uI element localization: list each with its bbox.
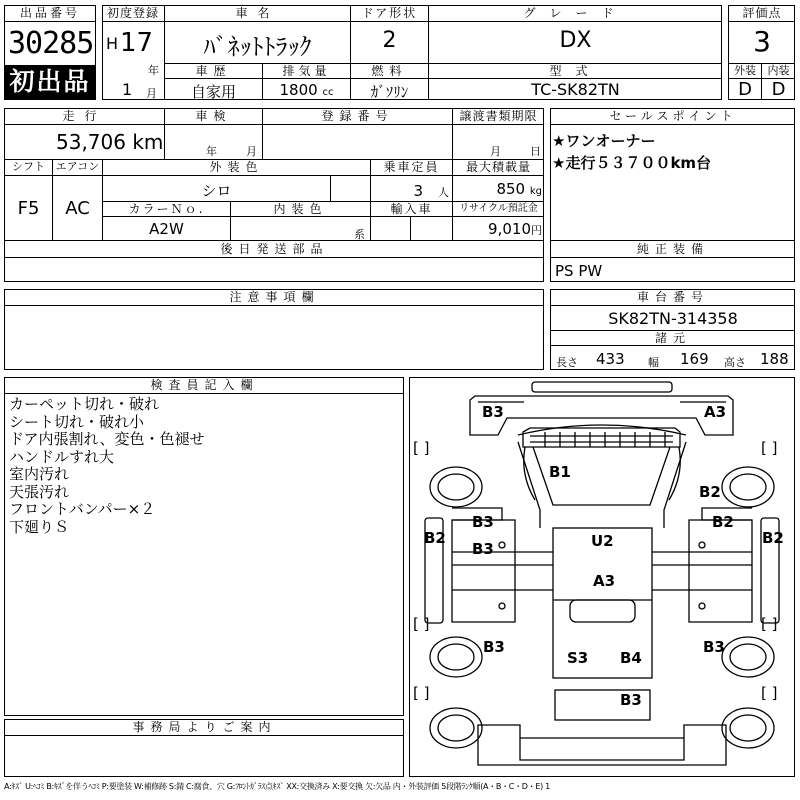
recycle-unit: 円	[531, 224, 542, 237]
chassis-header: 車台番号	[636, 290, 709, 304]
capacity	[371, 180, 449, 201]
model-code: TC-SK82TN	[531, 80, 620, 99]
note-item: 下廻りＳ	[9, 517, 70, 536]
damage-mark: B3	[482, 403, 504, 421]
max-load-value: 850	[496, 180, 526, 198]
damage-mark: A3	[704, 403, 727, 421]
displacement-header: 排気量	[282, 64, 331, 78]
office-header: 事務局よりご案内	[132, 720, 277, 734]
transfer-day-unit: 日	[530, 145, 541, 158]
exterior-grade: D	[738, 79, 752, 100]
fuel-header: 燃料	[371, 64, 408, 78]
note-item: ドア内張割れ、変色・色褪せ	[9, 430, 205, 448]
damage-mark: B4	[620, 649, 642, 667]
chassis-number: SK82TN-314358	[608, 309, 738, 328]
exterior-header: 外装	[734, 64, 756, 77]
bracket-mark: [ ]	[761, 439, 778, 457]
model-header: 型式	[549, 64, 602, 78]
note-item: フロントバンパー×２	[9, 500, 156, 518]
max-load-header: 最大積載量	[465, 160, 531, 174]
height: 188	[760, 350, 789, 368]
inspector-header: 検査員記入欄	[150, 378, 259, 392]
dimensions-header: 諸元	[654, 331, 691, 345]
history-header: 車歴	[195, 64, 232, 78]
first-reg-year: 17	[120, 28, 154, 58]
later-parts-header: 後日発送部品	[220, 242, 329, 256]
damage-mark: B3	[472, 513, 494, 531]
damage-mark: B3	[620, 691, 642, 709]
recycle-header: リサイクル預託金	[459, 203, 538, 214]
import-header: 輸入車	[390, 202, 433, 216]
color-no: A2W	[149, 220, 184, 238]
damage-mark: B2	[762, 529, 784, 547]
fuel: ｶﾞｿﾘﾝ	[370, 83, 409, 101]
interior-header: 内装	[767, 64, 790, 77]
damage-mark: S3	[567, 649, 589, 667]
damage-mark: B2	[712, 513, 734, 531]
sales-point-1: ★ワンオーナー	[552, 132, 656, 150]
first-reg-month: 1	[122, 80, 133, 99]
length: 433	[596, 350, 625, 368]
sales-points-box	[550, 108, 795, 241]
equipment-header: 純正装備	[636, 242, 709, 256]
note-item: 天張汚れ	[9, 482, 70, 501]
bracket-mark: [ ]	[761, 615, 778, 633]
history: 自家用	[190, 83, 236, 101]
score-header: 評価点	[742, 6, 782, 20]
grade: DX	[559, 28, 592, 53]
sales-points-header: セールスポイント	[609, 109, 737, 123]
first-reg-header: 初度登録	[106, 6, 159, 20]
displacement	[263, 81, 350, 99]
interior-grade: D	[771, 79, 786, 100]
legend: A:ｷｽﾞ U:ﾍｺﾐ B:ｷｽﾞを伴うﾍｺﾐ P:要塗装 W:補修跡 S:錆 C:腐食、穴 G:ﾌﾛﾝﾄｶﾞﾗｽ点ｷｽﾞ XX:交換済み X:要交換 欠:欠品 内・外装評価 5段階ﾗﾝｸ順(A・B・C・D・E) 1	[4, 782, 550, 791]
equipment: PS PW	[555, 262, 603, 280]
sales-point-2: ★走行５３７００km台	[552, 154, 712, 172]
interior-color-unit: 系	[354, 228, 365, 241]
lot-number-header: 出品番号	[19, 6, 80, 20]
width-label: 幅	[648, 356, 659, 369]
door-header: ドア形状	[361, 6, 418, 20]
recycle-value: 9,010	[488, 220, 531, 238]
aircon: AC	[65, 198, 90, 219]
max-load-unit: kg	[529, 186, 542, 197]
inspector-notes	[9, 396, 204, 536]
bracket-mark: [ ]	[413, 615, 430, 633]
capacity-value: 3	[413, 182, 423, 200]
color-no-header: カラーＮｏ.	[128, 202, 205, 216]
damage-mark: B2	[699, 483, 721, 501]
note-item: カーペット切れ・破れ	[9, 395, 160, 413]
bracket-mark: [ ]	[413, 684, 430, 702]
damage-mark: B1	[549, 463, 571, 481]
damage-mark: A3	[593, 572, 616, 590]
transfer-month-unit: 月	[490, 145, 501, 158]
max-load	[453, 180, 542, 198]
era: H	[106, 34, 119, 53]
displacement-unit: cc	[322, 87, 334, 98]
year-unit: 年	[148, 64, 159, 77]
bracket-mark: [ ]	[413, 439, 430, 457]
mileage-header: 走行	[62, 109, 107, 123]
inspection-month-unit: 月	[246, 145, 257, 158]
inspection-header: 車検	[195, 109, 232, 123]
width: 169	[680, 350, 709, 368]
car-name-header: 車名	[235, 6, 280, 20]
registration-header: 登録番号	[321, 109, 394, 123]
first-listing-badge: 初出品	[5, 65, 95, 99]
aircon-header: エアコン	[55, 160, 100, 173]
note-item: 室内汚れ	[9, 465, 70, 483]
note-item: ハンドルすれ大	[9, 447, 115, 466]
exterior-color: シロ	[201, 182, 232, 200]
damage-mark: B2	[424, 529, 446, 547]
transfer-deadline-header: 譲渡書類期限	[459, 109, 538, 123]
shift: F5	[17, 198, 40, 219]
mileage-unit: km	[132, 130, 164, 154]
mileage	[56, 130, 163, 154]
interior-color-header: 内装色	[273, 202, 328, 216]
height-label: 高さ	[724, 356, 746, 369]
mileage-value: 53,706	[56, 130, 126, 154]
damage-mark: B3	[483, 638, 505, 656]
damage-mark: U2	[591, 532, 614, 550]
score: 3	[753, 25, 771, 58]
damage-mark: B3	[472, 540, 494, 558]
month-unit: 月	[146, 87, 157, 100]
damage-mark: B3	[703, 638, 725, 656]
displacement-value: 1800	[279, 81, 318, 99]
caution-header: 注意事項欄	[229, 290, 320, 304]
car-name: ﾊﾞﾈｯﾄﾄﾗｯｸ	[203, 33, 312, 61]
shift-header: シフト	[12, 160, 45, 173]
recycle-fee	[453, 220, 542, 238]
length-label: 長さ	[556, 356, 578, 369]
inspection-year-unit: 年	[206, 145, 217, 158]
grade-header: グレード	[523, 6, 628, 20]
capacity-header: 乗車定員	[383, 160, 440, 174]
color-header: 外装色	[209, 160, 264, 174]
capacity-unit: 人	[438, 186, 449, 199]
lot-number: 30285	[8, 26, 94, 61]
bracket-mark: [ ]	[761, 684, 778, 702]
note-item: シート切れ・破れ小	[9, 412, 145, 431]
door-count: 2	[382, 28, 397, 53]
